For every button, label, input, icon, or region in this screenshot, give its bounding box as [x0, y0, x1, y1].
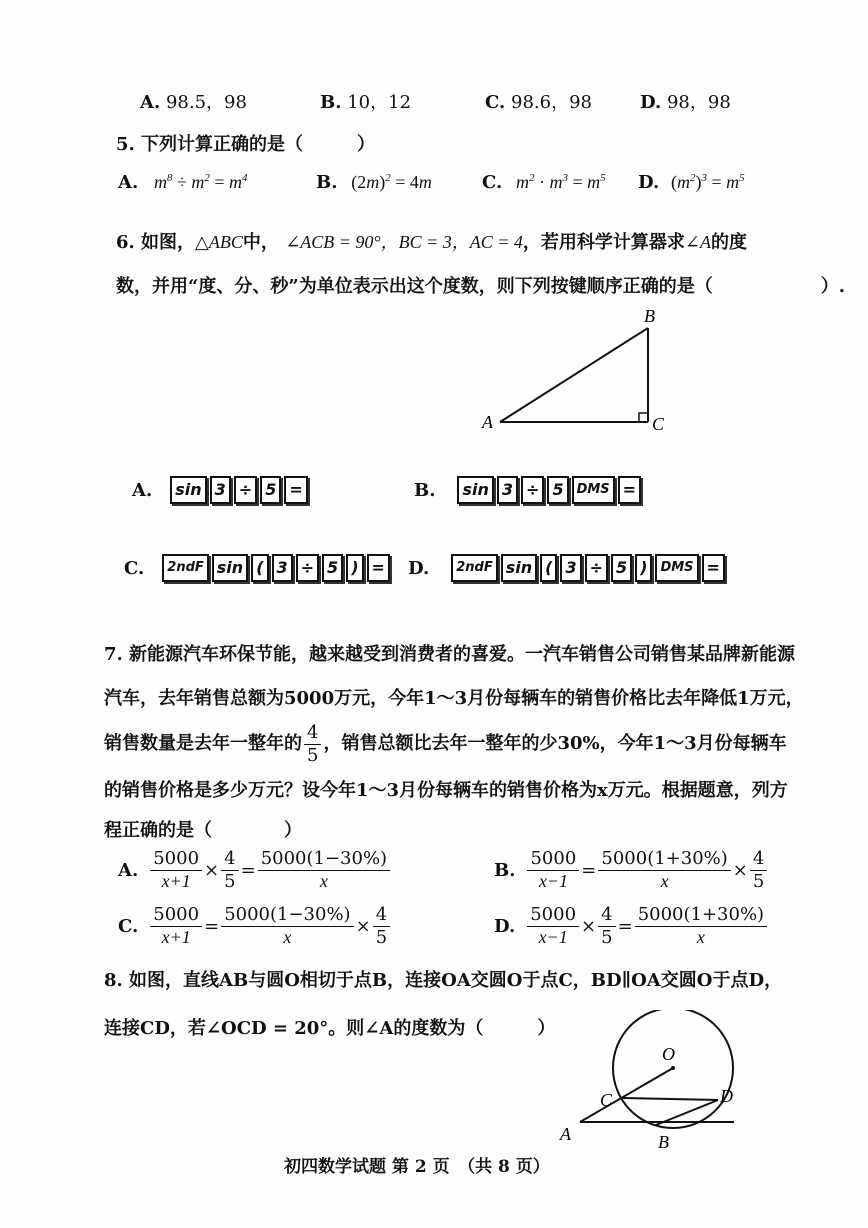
q7-c-label: C.: [118, 915, 139, 937]
key-sin: sin: [457, 476, 493, 504]
q7-line3: [104, 722, 787, 766]
q7-line1: 7. 新能源汽车环保节能，越来越受到消费者的喜爱。一汽车销售公司销售某品牌新能源: [104, 644, 796, 665]
q7-c-num2: 5000(1−30%): [221, 904, 353, 927]
q8-center-dot: [671, 1066, 675, 1070]
q4-b-label: B.: [320, 92, 342, 113]
q8-label-o: O: [662, 1044, 675, 1064]
q7-b-den2: x: [660, 870, 669, 891]
q4-option-b: [320, 88, 411, 114]
q7-a-num2: 4: [221, 848, 238, 871]
q6-b-label: B.: [414, 479, 436, 501]
q8-label-b: B: [658, 1132, 669, 1152]
q5-c-label: C.: [482, 172, 503, 193]
q6-option-a: [132, 476, 311, 504]
q7-d-label: D.: [494, 915, 516, 937]
key-equals: =: [618, 476, 641, 504]
q4-c-text: 98.6，98: [511, 92, 592, 113]
q7-d-den2: 5: [601, 926, 613, 948]
q7-option-d: D. $\frac{5000}{x-1}$ × $\frac{4}{5}$ = $\frac{5000(1+30\%)}{x}$: [494, 904, 769, 948]
q6-stem-1d: ∠ACB = 90°，BC = 3，AC = 4: [285, 232, 523, 252]
key-equals: =: [702, 554, 725, 582]
key-2ndf: 2ndF: [451, 554, 498, 582]
q6-stem-1a: 6. 如图，△: [116, 232, 209, 253]
q7-b-num3: 4: [750, 848, 767, 871]
q5-option-a: [118, 172, 248, 193]
q5-d-expr: $(m^2)^3 = m^5$: [670, 172, 745, 192]
key-5: 5: [260, 476, 281, 504]
key-open-paren: (: [251, 554, 268, 582]
q6-option-d: [408, 554, 728, 582]
key-5: 5: [322, 554, 343, 582]
key-close-paren: ): [346, 554, 363, 582]
q4-option-d: [640, 88, 731, 114]
key-divide: ÷: [234, 476, 257, 504]
q6-d-label: D.: [408, 557, 430, 579]
q8-line2: 连接CD，若∠OCD = 20°。则∠A的度数为（ ）: [104, 1018, 556, 1039]
q7-option-b: B. $\frac{5000}{x-1}$ = $\frac{5000(1+30\%)}{x}$ × $\frac{4}{5}$: [494, 848, 769, 892]
q6-triangle-figure: [478, 300, 678, 440]
q4-option-c: [485, 88, 592, 114]
key-5: 5: [611, 554, 632, 582]
q5-c-expr: $m^2 \cdot m^3 = m^5$: [516, 172, 606, 192]
q4-a-text: 98.5，98: [165, 92, 247, 113]
q5-b-expr: $(2m)^2 = 4m$: [351, 172, 432, 192]
q4-c-label: C.: [485, 92, 506, 113]
q6-stem-line2: 数，并用“度、分、秒”为单位表示出这个度数，则下列按键顺序正确的是（ ）.: [116, 276, 845, 297]
q7-a-num3: 5000(1−30%): [258, 848, 390, 871]
q6-c-label: C.: [124, 557, 145, 579]
q4-b-text: 10，12: [347, 92, 412, 113]
q7-d-num3: 5000(1+30%): [635, 904, 767, 927]
key-3: 3: [497, 476, 518, 504]
q6-stem-1b: ABC: [208, 232, 243, 252]
key-divide: ÷: [585, 554, 608, 582]
key-3: 3: [272, 554, 293, 582]
q7-c-num1: 5000: [150, 904, 202, 927]
key-sin: sin: [501, 554, 537, 582]
q5-option-d: [638, 172, 745, 193]
key-divide: ÷: [296, 554, 319, 582]
q6-stem-1e: ，若用科学计算器求: [522, 232, 685, 253]
q5-b-label: B.: [316, 172, 338, 193]
q7-b-den1: x−1: [538, 870, 568, 891]
q7-line3b: ，销售总额比去年一整年的少30%，今年1～3月份每辆车: [323, 733, 787, 755]
q8-label-a: A: [560, 1124, 571, 1144]
q6-label-c: C: [652, 414, 665, 434]
key-sin: sin: [212, 554, 248, 582]
q6-right-angle-mark: [639, 413, 648, 422]
key-sin: sin: [170, 476, 206, 504]
q8-line1: 8. 如图，直线AB与圆O相切于点B，连接OA交圆O于点C，BD∥OA交圆O于点D，: [104, 970, 783, 991]
key-3: 3: [210, 476, 231, 504]
q7-c-den3: 5: [375, 926, 388, 948]
q7-option-a: A. $\frac{5000}{x+1}$ × $\frac{4}{5}$ = $\frac{5000(1-30\%)}{x}$: [118, 848, 392, 892]
q7-option-c: C. $\frac{5000}{x+1}$ = $\frac{5000(1-30\%)}{x}$ × $\frac{4}{5}$: [118, 904, 392, 948]
q5-stem: 5. 下列计算正确的是（ ）: [116, 134, 376, 155]
q7-a-den1: x+1: [161, 870, 191, 891]
q6-option-c: [124, 554, 393, 582]
page-footer: 初四数学试题 第 2 页 （共 8 页）: [284, 1157, 550, 1177]
q8-circle-figure: [556, 1010, 756, 1160]
q7-frac-num: 4: [304, 722, 321, 745]
q7-b-label: B.: [494, 859, 516, 881]
q5-option-c: [482, 172, 606, 193]
key-open-paren: (: [540, 554, 557, 582]
key-divide: ÷: [521, 476, 544, 504]
q6-option-b: [414, 476, 644, 504]
q6-side-ab: [500, 328, 648, 422]
q4-option-a: [140, 88, 247, 114]
q7-a-den3: x: [319, 870, 328, 891]
q7-b-den3: 5: [752, 870, 765, 892]
q7-d-num2: 4: [598, 904, 615, 927]
q7-c-den2: x: [283, 926, 292, 947]
key-dms: DMS: [655, 554, 698, 582]
q7-line5: 程正确的是（ ）: [104, 820, 302, 841]
q4-d-text: 98，98: [666, 92, 731, 113]
key-dms: DMS: [572, 476, 615, 504]
q6-stem-1c: 中，: [242, 232, 279, 253]
q4-d-label: D.: [640, 92, 662, 113]
q7-frac-den: 5: [307, 744, 319, 766]
q7-c-num3: 4: [373, 904, 390, 927]
q8-line-oa: [580, 1068, 673, 1122]
q6-a-label: A.: [132, 479, 153, 501]
key-equals: =: [367, 554, 390, 582]
q7-b-num2: 5000(1+30%): [598, 848, 730, 871]
q7-a-den2: 5: [224, 870, 236, 892]
q7-a-label: A.: [118, 859, 139, 881]
q8-label-c: C: [600, 1090, 613, 1110]
q7-d-den1: x−1: [538, 926, 568, 947]
q6-label-b: B: [644, 306, 655, 326]
q6-stem-line1: [116, 228, 747, 254]
key-close-paren: ): [635, 554, 652, 582]
key-5: 5: [547, 476, 568, 504]
q7-c-den1: x+1: [161, 926, 191, 947]
key-2ndf: 2ndF: [162, 554, 209, 582]
q7-line4: 的销售价格是多少万元？设今年1～3月份每辆车的销售价格为x万元。根据题意，列方: [104, 780, 788, 801]
key-equals: =: [284, 476, 307, 504]
q7-a-num1: 5000: [150, 848, 202, 871]
key-3: 3: [560, 554, 581, 582]
q5-d-label: D.: [638, 172, 660, 193]
q7-d-num1: 5000: [527, 904, 579, 927]
q6-stem-1f: ∠A: [684, 232, 711, 252]
q4-a-label: A.: [140, 92, 161, 113]
q7-d-den3: x: [696, 926, 705, 947]
q7-line2: 汽车，去年销售总额为5000万元，今年1～3月份每辆车的销售价格比去年降低1万元，: [104, 688, 804, 709]
q7-line3a: 销售数量是去年一整年的: [104, 733, 302, 755]
q5-a-expr: $m^8 \div m^2 = m^4$: [153, 172, 248, 192]
q5-option-b: [316, 172, 432, 193]
q6-stem-1g: 的度: [710, 232, 747, 253]
q7-b-num1: 5000: [527, 848, 579, 871]
q6-label-a: A: [482, 412, 493, 432]
q8-label-d: D: [720, 1086, 733, 1106]
q8-line-cd: [621, 1098, 718, 1100]
q5-a-label: A.: [118, 172, 139, 193]
